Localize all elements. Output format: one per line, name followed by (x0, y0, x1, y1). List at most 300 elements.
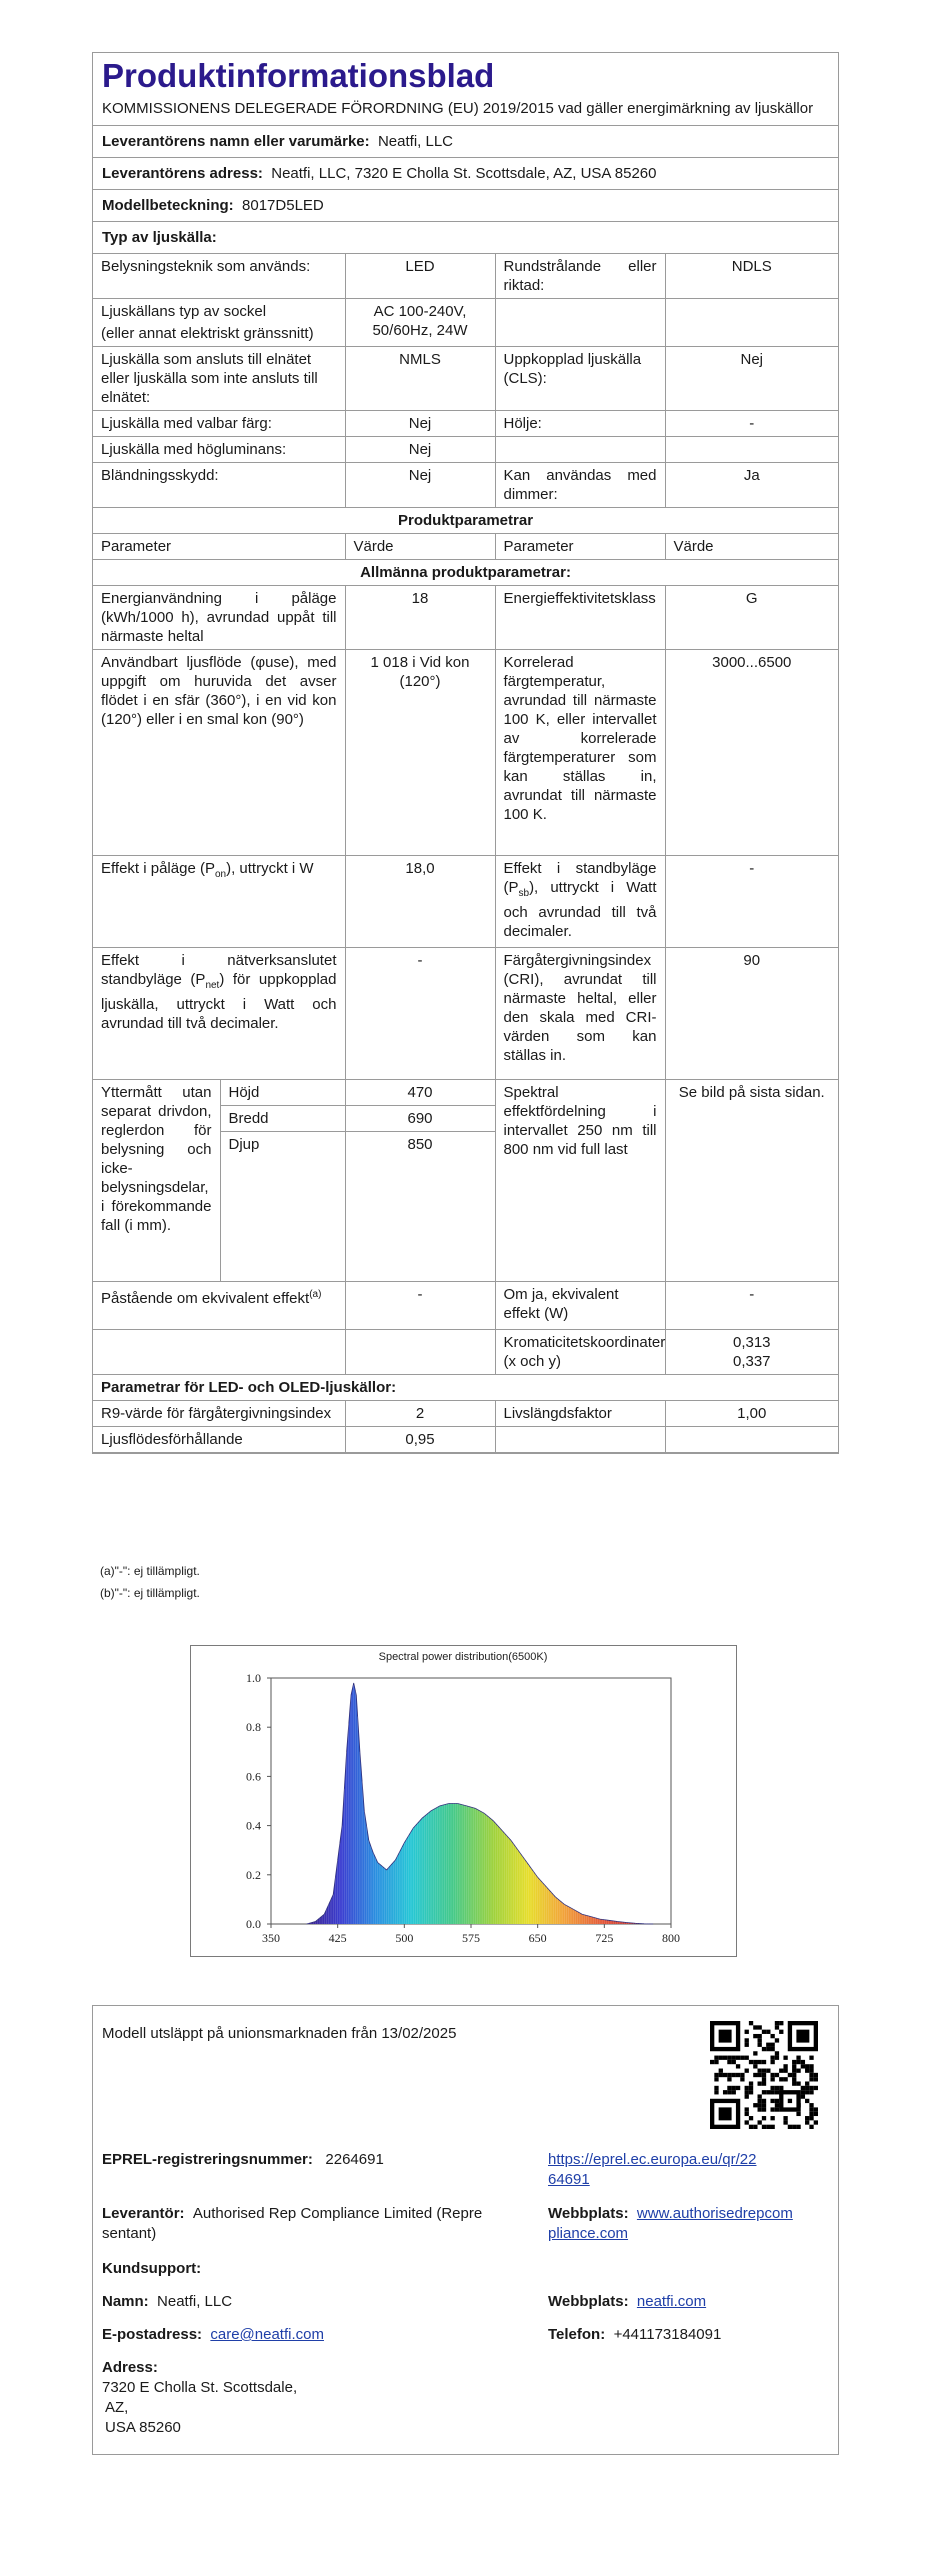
qr-module (792, 2073, 796, 2077)
high-luminance-value: Nej (345, 437, 495, 463)
qr-module (809, 2112, 813, 2116)
qr-module (745, 2120, 749, 2124)
qr-module (719, 2073, 723, 2077)
qr-module (775, 2086, 779, 2090)
qr-module (753, 2051, 757, 2055)
col-value-2: Värde (665, 534, 838, 560)
qr-module (788, 2073, 792, 2077)
anti-glare-value: Nej (345, 463, 495, 508)
energy-label: Energianvändning i påläge (kWh/1000 h), avrundad uppåt till närmaste heltal (93, 586, 345, 650)
qr-module (762, 2030, 766, 2034)
qr-module (749, 2060, 753, 2064)
qr-module (766, 2047, 770, 2051)
model-value: 8017D5LED (242, 197, 324, 214)
cap-label (93, 299, 345, 347)
qr-module (732, 2086, 736, 2090)
qr-module (770, 2107, 774, 2111)
lighting-tech-value: LED (345, 254, 495, 299)
cap-label-line2: (eller annat elektriskt gränssnitt) (101, 325, 314, 342)
qr-module (809, 2125, 813, 2129)
anti-glare-label: Bländningsskydd: (93, 463, 345, 508)
general-parameters-heading: Allmänna produktparametrar: (93, 560, 838, 586)
y-tick-label: 1.0 (246, 1671, 261, 1685)
pon-label (93, 856, 345, 948)
qr-module (758, 2060, 762, 2064)
r9-label: R9-värde för färgåtergivningsindex (93, 1401, 345, 1427)
qr-module (736, 2064, 740, 2068)
supplier-label: Leverantör: (102, 2205, 185, 2222)
qr-module (770, 2056, 774, 2060)
cap-value: AC 100-240V, 50/60Hz, 24W (345, 299, 495, 347)
qr-module (783, 2069, 787, 2073)
address-label: Adress: (102, 2359, 158, 2376)
qr-module (753, 2073, 757, 2077)
energy-value: 18 (345, 586, 495, 650)
qr-module (758, 2073, 762, 2077)
address-line2: AZ, (105, 2399, 129, 2416)
qr-module (745, 2069, 749, 2073)
qr-module (745, 2030, 749, 2034)
qr-module (714, 2060, 718, 2064)
qr-module (814, 2077, 818, 2081)
support-heading (102, 2259, 201, 2279)
psb-label-sub: sb (518, 888, 530, 899)
qr-module (714, 2056, 718, 2060)
qr-module (814, 2073, 818, 2077)
cri-label: Färgåtergivningsindex (CRI), avrundat till närmaste heltal, eller den skala med CRI-värden som kan ställas in. (495, 948, 665, 1080)
qr-module (745, 2086, 749, 2090)
mains-label: Ljuskälla som ansluts till elnätet eller ljuskälla som inte ansluts till elnätet: (93, 347, 345, 411)
mains-value: NMLS (345, 347, 495, 411)
qr-module (801, 2064, 805, 2068)
qr-module (775, 2038, 779, 2042)
energy-class-label: Energieffektivitetsklass (495, 586, 665, 650)
website-label: Webbplats: (548, 2205, 629, 2222)
phone-label: Telefon: (548, 2326, 606, 2343)
qr-module (779, 2030, 783, 2034)
type-heading-row (93, 222, 838, 254)
equiv-power-label-text: Påstående om ekvivalent effekt (101, 1290, 310, 1307)
qr-module (814, 2112, 818, 2116)
regulation-subtitle: KOMMISSIONENS DELEGERADE FÖRORDNING (EU) 2019/2015 vad gäller energimärkning av ljuskällor (93, 95, 838, 126)
qr-module (779, 2069, 783, 2073)
qr-module (779, 2077, 783, 2081)
envelope-value: - (665, 411, 838, 437)
qr-module (766, 2090, 770, 2094)
qr-module (758, 2043, 762, 2047)
qr-module (809, 2086, 813, 2090)
qr-module (758, 2099, 762, 2103)
supplier-info-panel (92, 2005, 839, 2455)
maintenance-value: 0,95 (345, 1427, 495, 1453)
pon-label-text: Effekt i påläge (P (101, 860, 215, 877)
eprel-link-line1[interactable]: https://eprel.ec.europa.eu/qr/22 (548, 2151, 757, 2168)
qr-module (775, 2021, 779, 2025)
qr-module (745, 2112, 749, 2116)
qr-module (814, 2107, 818, 2111)
qr-module (732, 2090, 736, 2094)
qr-module (766, 2043, 770, 2047)
qr-module (770, 2086, 774, 2090)
qr-module (762, 2077, 766, 2081)
qr-module (719, 2056, 723, 2060)
survival-value: 1,00 (665, 1401, 838, 1427)
pnet-label-text: Effekt i nätverksanslutet standbyläge (P (101, 952, 337, 988)
qr-module (740, 2077, 744, 2081)
qr-module (758, 2069, 762, 2073)
qr-module (723, 2073, 727, 2077)
qr-module (796, 2060, 800, 2064)
model-label: Modellbeteckning: (102, 197, 234, 214)
parameters-heading: Produktparametrar (93, 508, 838, 534)
qr-module (745, 2107, 749, 2111)
qr-module (762, 2090, 766, 2094)
depth-label: Djup (220, 1132, 345, 1282)
qr-module (792, 2077, 796, 2081)
qr-module (805, 2081, 809, 2085)
cls-label: Uppkopplad ljuskälla (CLS): (495, 347, 665, 411)
qr-module (809, 2073, 813, 2077)
qr-module (814, 2086, 818, 2090)
qr-module (796, 2081, 800, 2085)
envelope-label: Hölje: (495, 411, 665, 437)
qr-module (762, 2107, 766, 2111)
equiv-w-value: - (665, 1282, 838, 1330)
qr-module (762, 2047, 766, 2051)
qr-module (766, 2030, 770, 2034)
eprel-row (102, 2150, 384, 2170)
x-tick-label: 725 (595, 1931, 614, 1945)
qr-module (814, 2120, 818, 2124)
page-title: Produktinformationsblad (102, 57, 495, 94)
qr-module (779, 2086, 783, 2090)
pon-label-text-end: ), uttryckt i W (226, 860, 314, 877)
qr-module (775, 2099, 779, 2103)
x-tick-label: 800 (662, 1931, 680, 1945)
qr-module (801, 2094, 805, 2098)
spd-label: Spektral effektfördelning i intervallet 250 nm till 800 nm vid full last (495, 1080, 665, 1282)
qr-module (770, 2034, 774, 2038)
website2-label: Webbplats: (548, 2293, 629, 2310)
x-tick-label: 650 (528, 1931, 547, 1945)
equiv-power-value: - (345, 1282, 495, 1330)
qr-module (792, 2060, 796, 2064)
qr-module (805, 2086, 809, 2090)
qr-module (805, 2120, 809, 2124)
address-line3: USA 85260 (105, 2419, 181, 2436)
qr-module (745, 2043, 749, 2047)
qr-module (762, 2073, 766, 2077)
y-tick-label: 0.2 (246, 1867, 261, 1882)
qr-module (745, 2090, 749, 2094)
footnotes (100, 1560, 200, 1604)
qr-module (805, 2116, 809, 2120)
qr-module (796, 2125, 800, 2129)
website2-row (548, 2292, 706, 2312)
qr-module (801, 2060, 805, 2064)
support-label: Kundsupport: (102, 2260, 202, 2277)
qr-module (809, 2064, 813, 2068)
width-label: Bredd (220, 1106, 345, 1132)
qr-module (775, 2073, 779, 2077)
qr-module (805, 2099, 809, 2103)
qr-module (762, 2069, 766, 2073)
pon-label-sub: on (214, 869, 227, 880)
qr-module (727, 2086, 731, 2090)
pnet-label-sub: net (205, 980, 220, 991)
qr-module (766, 2069, 770, 2073)
qr-module (732, 2073, 736, 2077)
cct-value: 3000...6500 (665, 650, 838, 856)
qr-module (740, 2056, 744, 2060)
spectral-chart-svg (191, 1646, 736, 1956)
psb-label (495, 856, 665, 948)
led-params-heading: Parametrar för LED- och OLED-ljuskällor: (93, 1375, 838, 1401)
qr-module (801, 2090, 805, 2094)
qr-module (775, 2051, 779, 2055)
equiv-power-footnote-ref: (a) (309, 1289, 322, 1300)
survival-label: Livslängdsfaktor (495, 1401, 665, 1427)
qr-module (805, 2064, 809, 2068)
eprel-label: EPREL-registreringsnummer: (102, 2151, 313, 2168)
pnet-value: - (345, 948, 495, 1080)
qr-module (714, 2086, 718, 2090)
address-line1: 7320 E Cholla St. Scottsdale, (102, 2379, 298, 2396)
qr-module (749, 2081, 753, 2085)
supplier-name-row (93, 126, 838, 158)
qr-module (723, 2090, 727, 2094)
email-link[interactable]: care@neatfi.com (210, 2326, 324, 2343)
qr-module (801, 2086, 805, 2090)
cct-label: Korrelerad färgtemperatur, avrundad till närmaste 100 K, eller intervallet av korrelerade färgtemperaturer som kan ställas in, avrundat till närmaste 100 K. (495, 650, 665, 856)
x-tick-label: 350 (262, 1931, 280, 1945)
parameters-table (93, 508, 838, 1453)
qr-module (762, 2125, 766, 2129)
qr-module (783, 2077, 787, 2081)
qr-module (805, 2069, 809, 2073)
qr-module (762, 2116, 766, 2120)
flux-label: Användbart ljusflöde (φuse), med uppgift om huruvida det avser flödet i en sfär (360°), i en vid kon (120°) eller i en smal kon (90°) (93, 650, 345, 856)
website-row (548, 2204, 793, 2244)
qr-module (762, 2060, 766, 2064)
qr-module (770, 2060, 774, 2064)
y-tick-label: 0.8 (246, 1720, 261, 1735)
qr-module (753, 2064, 757, 2068)
qr-module (788, 2099, 792, 2103)
qr-module (753, 2060, 757, 2064)
qr-module (770, 2043, 774, 2047)
contact-name-row (102, 2292, 232, 2312)
footnote-b: (b)"-": ej tillämpligt. (100, 1586, 200, 1600)
qr-module (809, 2056, 813, 2060)
qr-module (770, 2077, 774, 2081)
chart-title: Spectral power distribution(6500K) (378, 1651, 548, 1663)
qr-module (775, 2056, 779, 2060)
qr-module (727, 2060, 731, 2064)
qr-module (758, 2081, 762, 2085)
qr-module (809, 2107, 813, 2111)
qr-module (740, 2073, 744, 2077)
eprel-link[interactable] (548, 2150, 756, 2190)
qr-module (758, 2120, 762, 2124)
qr-module (770, 2125, 774, 2129)
supplier-row (102, 2204, 482, 2244)
qr-module (775, 2107, 779, 2111)
high-luminance-label: Ljuskälla med högluminans: (93, 437, 345, 463)
spectral-chart (190, 1645, 737, 1957)
qr-module (762, 2081, 766, 2085)
dimmable-value: Ja (665, 463, 838, 508)
col-value-1: Värde (345, 534, 495, 560)
eprel-value: 2264691 (325, 2151, 384, 2168)
supplier-address-label: Leverantörens adress: (102, 165, 263, 182)
maintenance-label: Ljusflödesförhållande (93, 1427, 345, 1453)
qr-module (783, 2116, 787, 2120)
phone-value: +441173184091 (613, 2326, 722, 2343)
directional-label: Rundstrålande eller riktad: (495, 254, 665, 299)
qr-module (770, 2090, 774, 2094)
contact-name-value: Neatfi, LLC (157, 2293, 233, 2310)
qr-module (736, 2073, 740, 2077)
qr-module (805, 2090, 809, 2094)
qr-module (745, 2038, 749, 2042)
qr-module (796, 2069, 800, 2073)
qr-module (736, 2056, 740, 2060)
dimensions-label: Yttermått utan separat drivdon, reglerdon för belysning och icke-belysningsdelar, i förekommande fall (i mm). (93, 1080, 220, 1282)
supplier-name-label: Leverantörens namn eller varumärke: (102, 133, 370, 150)
x-tick-label: 500 (395, 1931, 414, 1945)
qr-module (727, 2056, 731, 2060)
qr-module (732, 2060, 736, 2064)
qr-module (809, 2077, 813, 2081)
email-row (102, 2325, 324, 2345)
website-link-line2[interactable]: pliance.com (548, 2225, 629, 2242)
energy-class-value: G (665, 586, 838, 650)
qr-module (736, 2086, 740, 2090)
qr-module (809, 2116, 813, 2120)
psb-label-text: Effekt i standbyläge (P (503, 860, 657, 896)
col-parameter-1: Parameter (93, 534, 345, 560)
y-tick-label: 0.6 (246, 1769, 261, 1784)
directional-value: NDLS (665, 254, 838, 299)
psb-label-text-end: ), uttryckt i Watt och avrundad till två decimaler. (503, 879, 657, 940)
qr-module (714, 2090, 718, 2094)
cap-label-line1: Ljuskällans typ av sockel (101, 303, 267, 320)
lighting-tech-label: Belysningsteknik som används: (93, 254, 345, 299)
model-row (93, 190, 838, 222)
qr-module (792, 2064, 796, 2068)
qr-module (727, 2077, 731, 2081)
qr-module (753, 2025, 757, 2029)
qr-module (749, 2090, 753, 2094)
qr-module (723, 2056, 727, 2060)
pon-value: 18,0 (345, 856, 495, 948)
phone-row (548, 2325, 721, 2345)
email-label: E-postadress: (102, 2326, 203, 2343)
qr-module (758, 2025, 762, 2029)
cri-value: 90 (665, 948, 838, 1080)
qr-module (758, 2038, 762, 2042)
qr-module (770, 2116, 774, 2120)
website-link-line1[interactable]: www.authorisedrepcom (636, 2205, 793, 2222)
psb-value: - (665, 856, 838, 948)
qr-module (766, 2125, 770, 2129)
height-label: Höjd (220, 1080, 345, 1106)
qr-module (796, 2030, 809, 2043)
qr-module (753, 2034, 757, 2038)
height-value: 470 (345, 1080, 495, 1106)
qr-module (719, 2030, 732, 2043)
qr-module (792, 2069, 796, 2073)
qr-module (758, 2094, 762, 2098)
supplier-name-value: Neatfi, LLC (377, 133, 454, 150)
qr-module (783, 2056, 787, 2060)
product-information-sheet (92, 52, 839, 1454)
qr-module (762, 2099, 766, 2103)
qr-module (758, 2034, 762, 2038)
qr-module (749, 2021, 753, 2025)
supplier-address-value: Neatfi, LLC, 7320 E Cholla St. Scottsdale, AZ, USA 85260 (271, 165, 657, 182)
qr-module (796, 2056, 800, 2060)
contact-name-label: Namn: (102, 2293, 149, 2310)
qr-module (775, 2090, 779, 2094)
chroma-x: 0,313 (732, 1334, 771, 1351)
qr-code[interactable] (710, 2021, 818, 2129)
qr-module (749, 2086, 753, 2090)
qr-module (770, 2099, 774, 2103)
qr-module (727, 2073, 731, 2077)
website2-link[interactable]: neatfi.com (636, 2293, 707, 2310)
qr-module (796, 2112, 800, 2116)
qr-module (745, 2094, 749, 2098)
qr-module (809, 2069, 813, 2073)
type-table (93, 254, 838, 508)
supplier-value-line1: Authorised Rep Compliance Limited (Repre (192, 2205, 483, 2222)
qr-module (749, 2116, 753, 2120)
supplier-address-row (93, 158, 838, 190)
supplier-value-line2: sentant) (102, 2225, 157, 2242)
qr-module (792, 2125, 796, 2129)
qr-module (809, 2103, 813, 2107)
launch-text: Modell utsläppt på unionsmarknaden från 13/02/2025 (102, 2025, 457, 2042)
qr-module (779, 2021, 783, 2025)
x-tick-label: 425 (328, 1931, 347, 1945)
spd-value: Se bild på sista sidan. (665, 1080, 838, 1282)
qr-module (770, 2073, 774, 2077)
chroma-y: 0,337 (732, 1353, 771, 1370)
chroma-label: Kromaticitetskoordinater (x och y) (495, 1330, 665, 1375)
qr-module (762, 2103, 766, 2107)
flux-value: 1 018 i Vid kon (120°) (345, 650, 495, 856)
qr-module (710, 2060, 714, 2064)
type-heading: Typ av ljuskälla: (102, 229, 217, 246)
qr-module (745, 2056, 749, 2060)
qr-module (770, 2047, 774, 2051)
qr-module (792, 2081, 796, 2085)
qr-module (775, 2025, 779, 2029)
colour-tunable-label: Ljuskälla med valbar färg: (93, 411, 345, 437)
eprel-link-line2[interactable]: 64691 (548, 2171, 590, 2188)
qr-module (714, 2073, 718, 2077)
qr-module (714, 2077, 718, 2081)
footnote-a: (a)"-": ej tillämpligt. (100, 1564, 200, 1578)
x-tick-label: 575 (462, 1931, 480, 1945)
qr-module (732, 2056, 736, 2060)
width-value: 690 (345, 1106, 495, 1132)
qr-module (809, 2090, 813, 2094)
equiv-w-label: Om ja, ekvivalent effekt (W) (495, 1282, 665, 1330)
qr-module (719, 2069, 723, 2073)
